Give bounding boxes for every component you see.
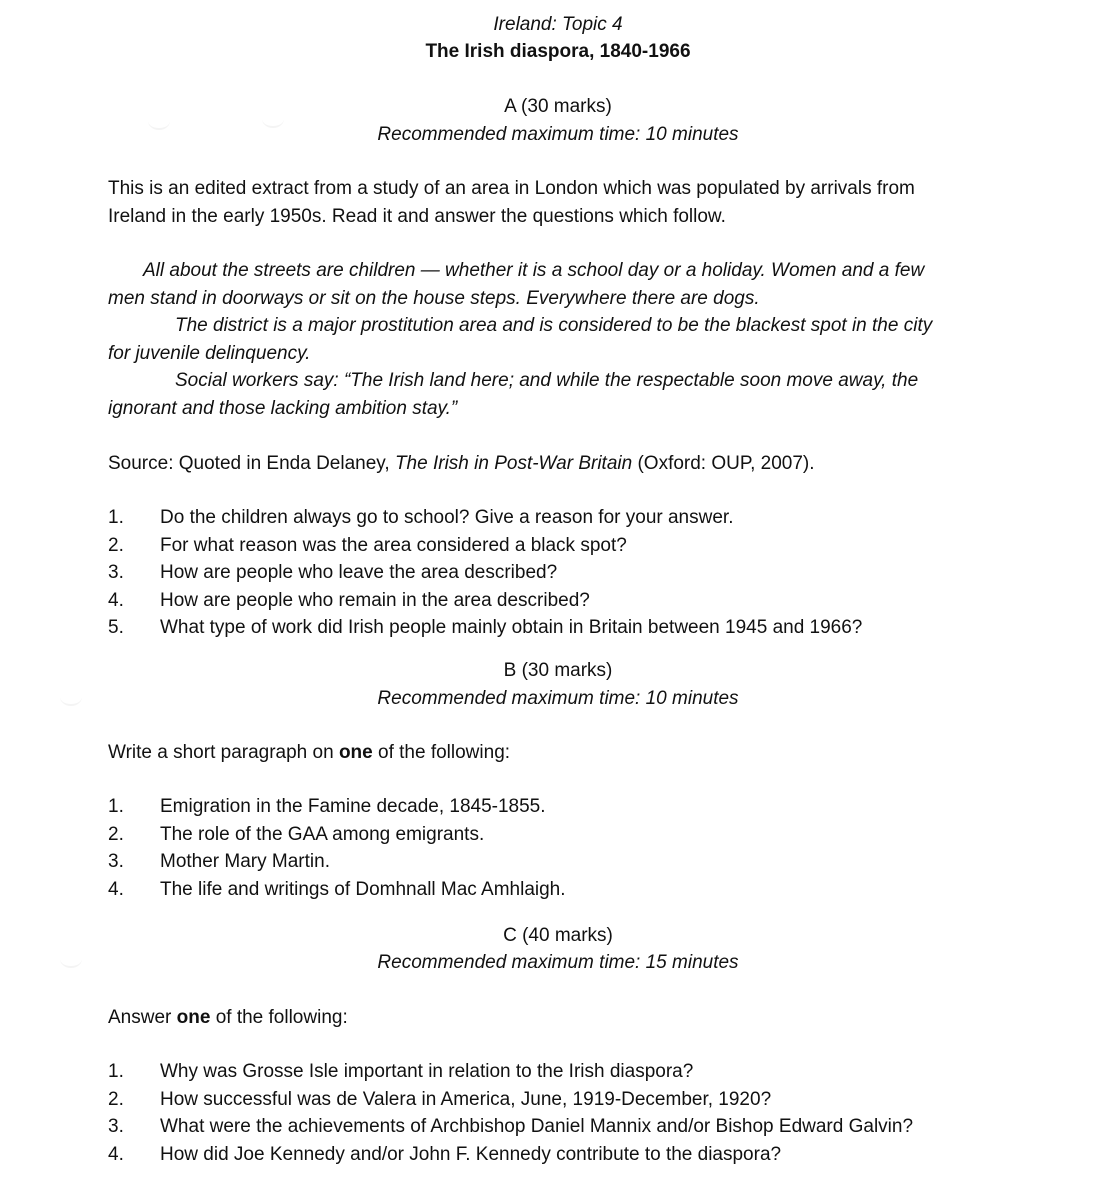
source-book-title: The Irish in Post-War Britain (394, 453, 633, 474)
item-number: 5. (108, 617, 124, 638)
item-text: Emigration in the Famine decade, 1845-1855. (160, 796, 546, 817)
list-item (108, 559, 1068, 587)
list-item (108, 1086, 1068, 1114)
list-item (108, 848, 1068, 876)
extract-line: ignorant and those lacking ambition stay.” (108, 397, 458, 419)
extract-line: The district is a major prostitution area and is considered to be the blackest spot in the city (175, 315, 933, 336)
instruction-emphasis: one (338, 742, 373, 763)
extract-line: men stand in doorways or sit on the house steps. Everywhere there are dogs. (108, 287, 760, 309)
item-text: Do the children always go to school? Give a reason for your answer. (160, 507, 734, 528)
item-text: Mother Mary Martin. (160, 851, 330, 872)
section-b-heading: B (30 marks) (503, 660, 613, 681)
topic-label: Ireland: Topic 4 (493, 14, 623, 35)
item-text: The life and writings of Domhnall Mac Amhlaigh. (160, 878, 566, 900)
source-citation (108, 450, 1008, 478)
item-number: 3. (108, 562, 124, 583)
instruction-prefix: Write a short paragraph on (108, 742, 339, 763)
extract-paragraph (108, 312, 1008, 367)
list-item (108, 1058, 1068, 1086)
instruction-prefix: Answer (108, 1007, 177, 1028)
section-a-time: Recommended maximum time: 10 minutes (377, 124, 739, 145)
item-number: 3. (108, 851, 124, 872)
section-c-heading: C (40 marks) (503, 925, 613, 946)
list-item (108, 587, 1068, 615)
item-number: 2. (108, 534, 124, 556)
list-item (108, 821, 1068, 849)
item-number: 2. (108, 1088, 124, 1110)
item-text: How are people who remain in the area described? (160, 589, 590, 611)
intro-line: This is an edited extract from a study of an area in London which was populated by arrivals from (108, 178, 915, 199)
extract-line: for juvenile delinquency. (108, 342, 311, 364)
section-a-heading: A (30 marks) (504, 96, 612, 117)
item-text: Why was Grosse Isle important in relation to the Irish diaspora? (160, 1061, 694, 1082)
instruction-suffix: of the following: (372, 742, 511, 763)
item-number: 2. (108, 823, 124, 845)
source-suffix: (Oxford: OUP, 2007). (632, 453, 815, 474)
item-text: What were the achievements of Archbishop Daniel Mannix and/or Bishop Edward Galvin? (160, 1116, 914, 1137)
section-b-items (108, 793, 1068, 903)
item-number: 1. (108, 507, 124, 528)
list-item (108, 532, 1068, 560)
section-c-items (108, 1058, 1068, 1168)
item-number: 4. (108, 1143, 124, 1165)
extract-line: Social workers say: “The Irish land here; and while the respectable soon move away, the (175, 370, 919, 391)
page-title: The Irish diaspora, 1840-1966 (425, 41, 691, 62)
extract-paragraph (108, 257, 1008, 312)
item-text: For what reason was the area considered a black spot? (160, 534, 627, 556)
section-a-questions (108, 504, 1068, 642)
item-number: 4. (108, 878, 124, 900)
list-item (108, 504, 1068, 532)
list-item (108, 1141, 1068, 1169)
intro-line: Ireland in the early 1950s. Read it and answer the questions which follow. (108, 205, 726, 227)
item-text: What type of work did Irish people mainly obtain in Britain between 1945 and 1966? (160, 617, 863, 638)
section-c-instruction (108, 1004, 1008, 1032)
instruction-suffix: of the following: (210, 1007, 348, 1028)
item-text: How did Joe Kennedy and/or John F. Kennedy contribute to the diaspora? (160, 1143, 782, 1165)
extract-paragraph (108, 367, 1008, 422)
item-text: How are people who leave the area described? (160, 562, 558, 583)
item-number: 4. (108, 589, 124, 611)
item-text: The role of the GAA among emigrants. (160, 823, 485, 845)
list-item (108, 1113, 1068, 1141)
list-item (108, 876, 1068, 904)
extract-line: All about the streets are children — whether it is a school day or a holiday. Women and a few (143, 260, 925, 281)
section-c-time: Recommended maximum time: 15 minutes (377, 952, 739, 973)
item-text: How successful was de Valera in America, June, 1919-December, 1920? (160, 1088, 772, 1110)
section-a-intro (108, 175, 1008, 230)
section-b-time: Recommended maximum time: 10 minutes (377, 688, 739, 709)
list-item (108, 793, 1068, 821)
item-number: 1. (108, 796, 124, 817)
source-prefix: Source: Quoted in Enda Delaney, (108, 453, 395, 474)
list-item (108, 614, 1068, 642)
source-extract (108, 257, 1008, 422)
item-number: 1. (108, 1061, 124, 1082)
section-b-instruction (108, 739, 1008, 767)
instruction-emphasis: one (176, 1007, 211, 1028)
item-number: 3. (108, 1116, 124, 1137)
